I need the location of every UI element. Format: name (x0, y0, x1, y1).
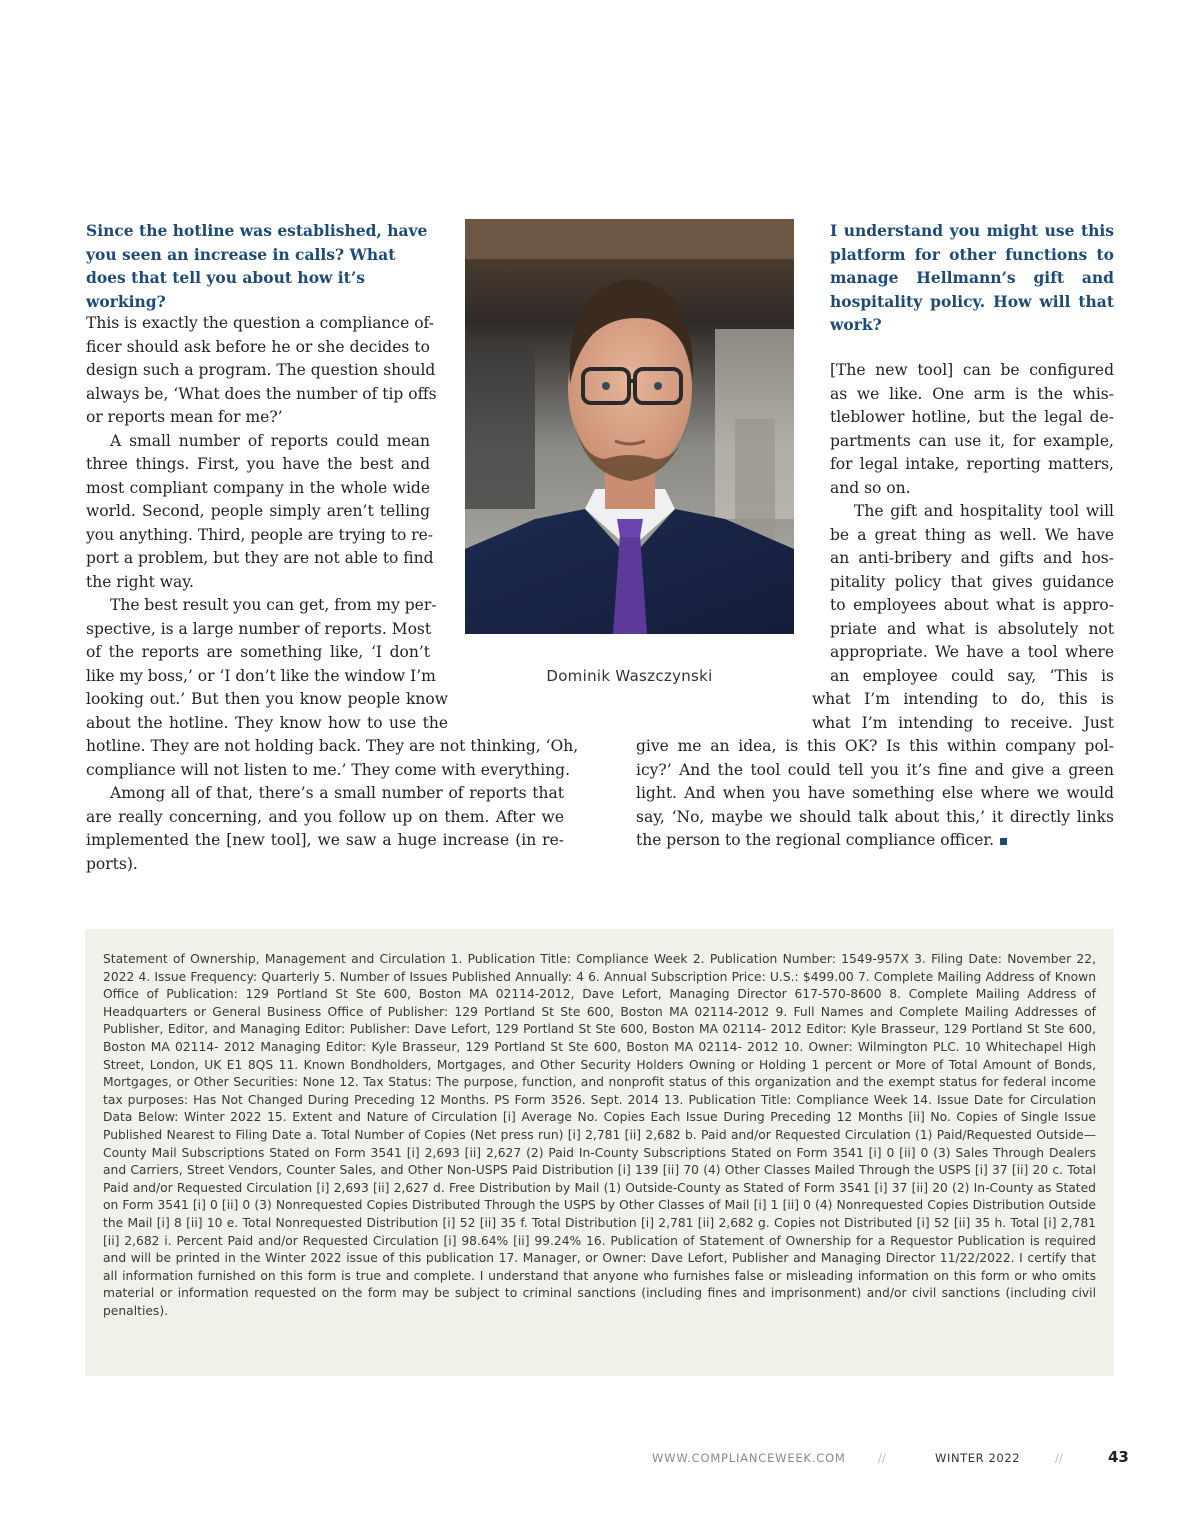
body-line: of the reports are something like, ‘I don’t (86, 643, 430, 661)
page-number: 43 (1108, 1448, 1129, 1466)
body-line: about the hotline. They know how to use the (86, 713, 448, 732)
statement-of-ownership-box (85, 929, 1114, 1376)
body-line: hotline. They are not holding back. They are not thinking, ‘Oh, (86, 737, 579, 755)
left-column-body-wide (86, 735, 579, 876)
left-column-body-cont (86, 688, 448, 735)
portrait-photo (465, 219, 794, 634)
body-line: most compliant company in the whole wide (86, 478, 430, 497)
body-line: compliance will not listen to me.’ They come with everything. (86, 760, 571, 779)
left-question-heading: Since the hotline was established, have you seen an increase in calls? What does that tell you about how it’s working? (86, 221, 428, 311)
body-line: an employee could say, ‘This is (830, 666, 1114, 685)
statement-text: Statement of Ownership, Management and Circulation 1. Publication Title: Compliance Week 2. Publication Number: 1549-957X 3. Filing Date: November 22, 2022 4. Issue Frequency: Quarterly 5. Number of Issues Published Annually: 4 6. Annual Subscription Price: U.S.: $499.00 7. Complete Mailing Address of Known Office of Publication: 129 Portland St Ste 600, Boston MA 02114-2012, Dave Lefort, Managing Director 617-570-8600 8. Complete Mailing Address of Headquarters or General Business Office of Publisher: 129 Portland St Ste 600, Boston MA 02114-2012 9. Full Names and Complete Mailing Addresses of Publisher, Editor, and Managing Editor: Publisher: Dave Lefort, 129 Portland St Ste 600, Boston MA 02114- 2012 Editor: Kyle Brasseur, 129 Portland St Ste 600, Boston MA 02114- 2012 Managing Editor: Kyle Brasseur, 129 Portland St Ste 600, Boston MA 02114- 2012 10. Owner: Wilmington PLC. 10 Whitechapel High Street, London, UK E1 8QS 11. Known Bondholders, Mortgages, and Other Security Holders Owning or Holding 1 percent or More of Total Amount of Bonds, Mortgages, or Other Securities: None 12. Tax Status: The purpose, function, and nonprofit status of this organization and the exempt status for federal income tax purposes: Has Not Changed During Preceding 12 Months. PS Form 3526. Sept. 2014 13. Publication Title: Compliance Week 14. Issue Date for Circulation Data Below: Winter 2022 15. Extent and Nature of Circulation [i] Average No. Copies Each Issue During Preceding 12 Months [ii] No. Copies of Single Issue Published Nearest to Filing Date a. Total Number of Copies (Net press run) [i] 2,781 [ii] 2,682 b. Paid and/or Requested Circulation (1) Paid/Requested Outside—County Mail Subscriptions Stated on Form 3541 [i] 2,693 [ii] 2,627 (2) Paid In-County Subscriptions Stated on Form 3541 [i] 0 [ii] 0 (3) Sales Through Dealers and Carriers, Street Vendors, Counter Sales, and Other Non-USPS Paid Distribution [i] 139 [ii] 70 (4) Other Classes Mailed Through the USPS [i] 37 [ii] 20 c. Total Paid and/or Requested Circulation [i] 2,693 [ii] 2,627 d. Free Distribution by Mail (1) Outside-County as Stated of Form 3541 [i] 37 [ii] 20 (2) In-County as Stated on Form 3541 [i] 0 [ii] 0 (3) Nonrequested Copies Distributed Through the USPS by Other Classes of Mail [i] 1 [ii] 0 (4) Nonrequested Copies Distribution Outside the Mail [i] 8 [ii] 10 e. Total Nonrequested Distribution [i] 52 [ii] 35 f. Total Distribution [i] 2,781 [ii] 2,682 g. Copies not Distributed [i] 52 [ii] 35 h. Total [i] 2,781 [ii] 2,682 i. Percent Paid and/or Requested Circulation [i] 98.64% [ii] 99.24% 16. Publication of Statement of Ownership for a Requestor Publication is required and will be printed in the Winter 2022 issue of this publication 17. Manager, or Owner: Dave Lefort, Publisher and Managing Director 11/22/2022. I certify that all information furnished on this form is true and complete. I understand that anyone who furnishes false or misleading information on this form or who omits material or information requested on the form may be subject to criminal sanctions (including fines and imprisonment) and/or civil sanctions (including civil penalties). (103, 952, 1096, 1318)
right-column-body-cont (812, 688, 1114, 735)
body-line: priate and what is absolutely not (830, 619, 1114, 638)
body-line: you anything. Third, people are trying to re- (86, 525, 434, 544)
body-line: Among all of that, there’s a small number of reports that (110, 784, 564, 802)
body-line: pitality policy that gives guidance (830, 572, 1114, 591)
body-line: The gift and hospitality tool will (854, 502, 1114, 520)
body-line: implemented the [new tool], we saw a huge increase (in re- (86, 831, 564, 849)
footer-website: WWW.COMPLIANCEWEEK.COM (652, 1451, 846, 1465)
body-line: what I’m intending to receive. Just (812, 713, 1114, 732)
body-line: looking out.’ But then you know people know (86, 690, 448, 708)
page-footer (0, 1448, 1200, 1468)
footer-issue: WINTER 2022 (935, 1451, 1021, 1465)
body-line: design such a program. The question should (86, 361, 436, 379)
body-line: ficer should ask before he or she decides to (86, 337, 430, 356)
body-line: tleblower hotline, but the legal de- (830, 408, 1114, 426)
footer-separator: // (1055, 1451, 1063, 1465)
body-line: port a problem, but they are not able to find (86, 549, 434, 567)
body-line: [The new tool] can be configured (830, 361, 1114, 379)
body-line: are really concerning, and you follow up on them. After we (86, 807, 564, 826)
right-column-body (830, 359, 1114, 688)
body-line: icy?’ And the tool could tell you it’s fine and give a green (636, 760, 1114, 779)
body-line: say, ‘No, maybe we should talk about this,’ it directly links (636, 807, 1114, 826)
body-line: world. Second, people simply aren’t telling (86, 502, 430, 520)
right-question-heading: I understand you might use this platform for other functions to manage Hellmann’s gift and hospitality policy. How will that work? (830, 221, 1114, 334)
body-line: appropriate. We have a tool where (830, 643, 1114, 661)
body-line: give me an idea, is this OK? Is this within company pol- (636, 737, 1114, 755)
right-column-body-wide (636, 735, 1114, 853)
body-line: ports). (86, 854, 138, 873)
left-column-body (86, 312, 437, 688)
body-line: and so on. (830, 478, 911, 497)
body-line: for legal intake, reporting matters, (830, 455, 1114, 473)
body-line: light. And when you have something else where we would (636, 784, 1114, 802)
photo-caption: Dominik Waszczynski (546, 667, 713, 685)
body-line: This is exactly the question a compliance of- (86, 314, 434, 332)
body-line: what I’m intending to do, this is (812, 690, 1114, 708)
body-line: three things. First, you have the best and (86, 455, 430, 473)
body-line: partments can use it, for example, (830, 431, 1114, 450)
body-line: the person to the regional compliance officer. (636, 829, 1114, 853)
portrait-illustration (465, 219, 794, 634)
body-line: as we like. One arm is the whis- (830, 384, 1114, 403)
body-line: the right way. (86, 572, 194, 591)
body-line: be a great thing as well. We have (830, 525, 1114, 544)
body-line: spective, is a large number of reports. Most (86, 619, 432, 638)
body-line: A small number of reports could mean (110, 431, 430, 450)
body-line: like my boss,’ or ‘I don’t like the window I’m (86, 666, 436, 685)
end-of-article-mark (1000, 838, 1007, 845)
body-line: always be, ‘What does the number of tip offs (86, 384, 437, 403)
body-line: to employees about what is appro- (830, 596, 1114, 614)
body-line: The best result you can get, from my per- (110, 596, 437, 614)
footer-separator: // (878, 1451, 886, 1465)
body-line: an anti-bribery and gifts and hos- (830, 549, 1114, 567)
body-line: or reports mean for me?’ (86, 408, 283, 426)
